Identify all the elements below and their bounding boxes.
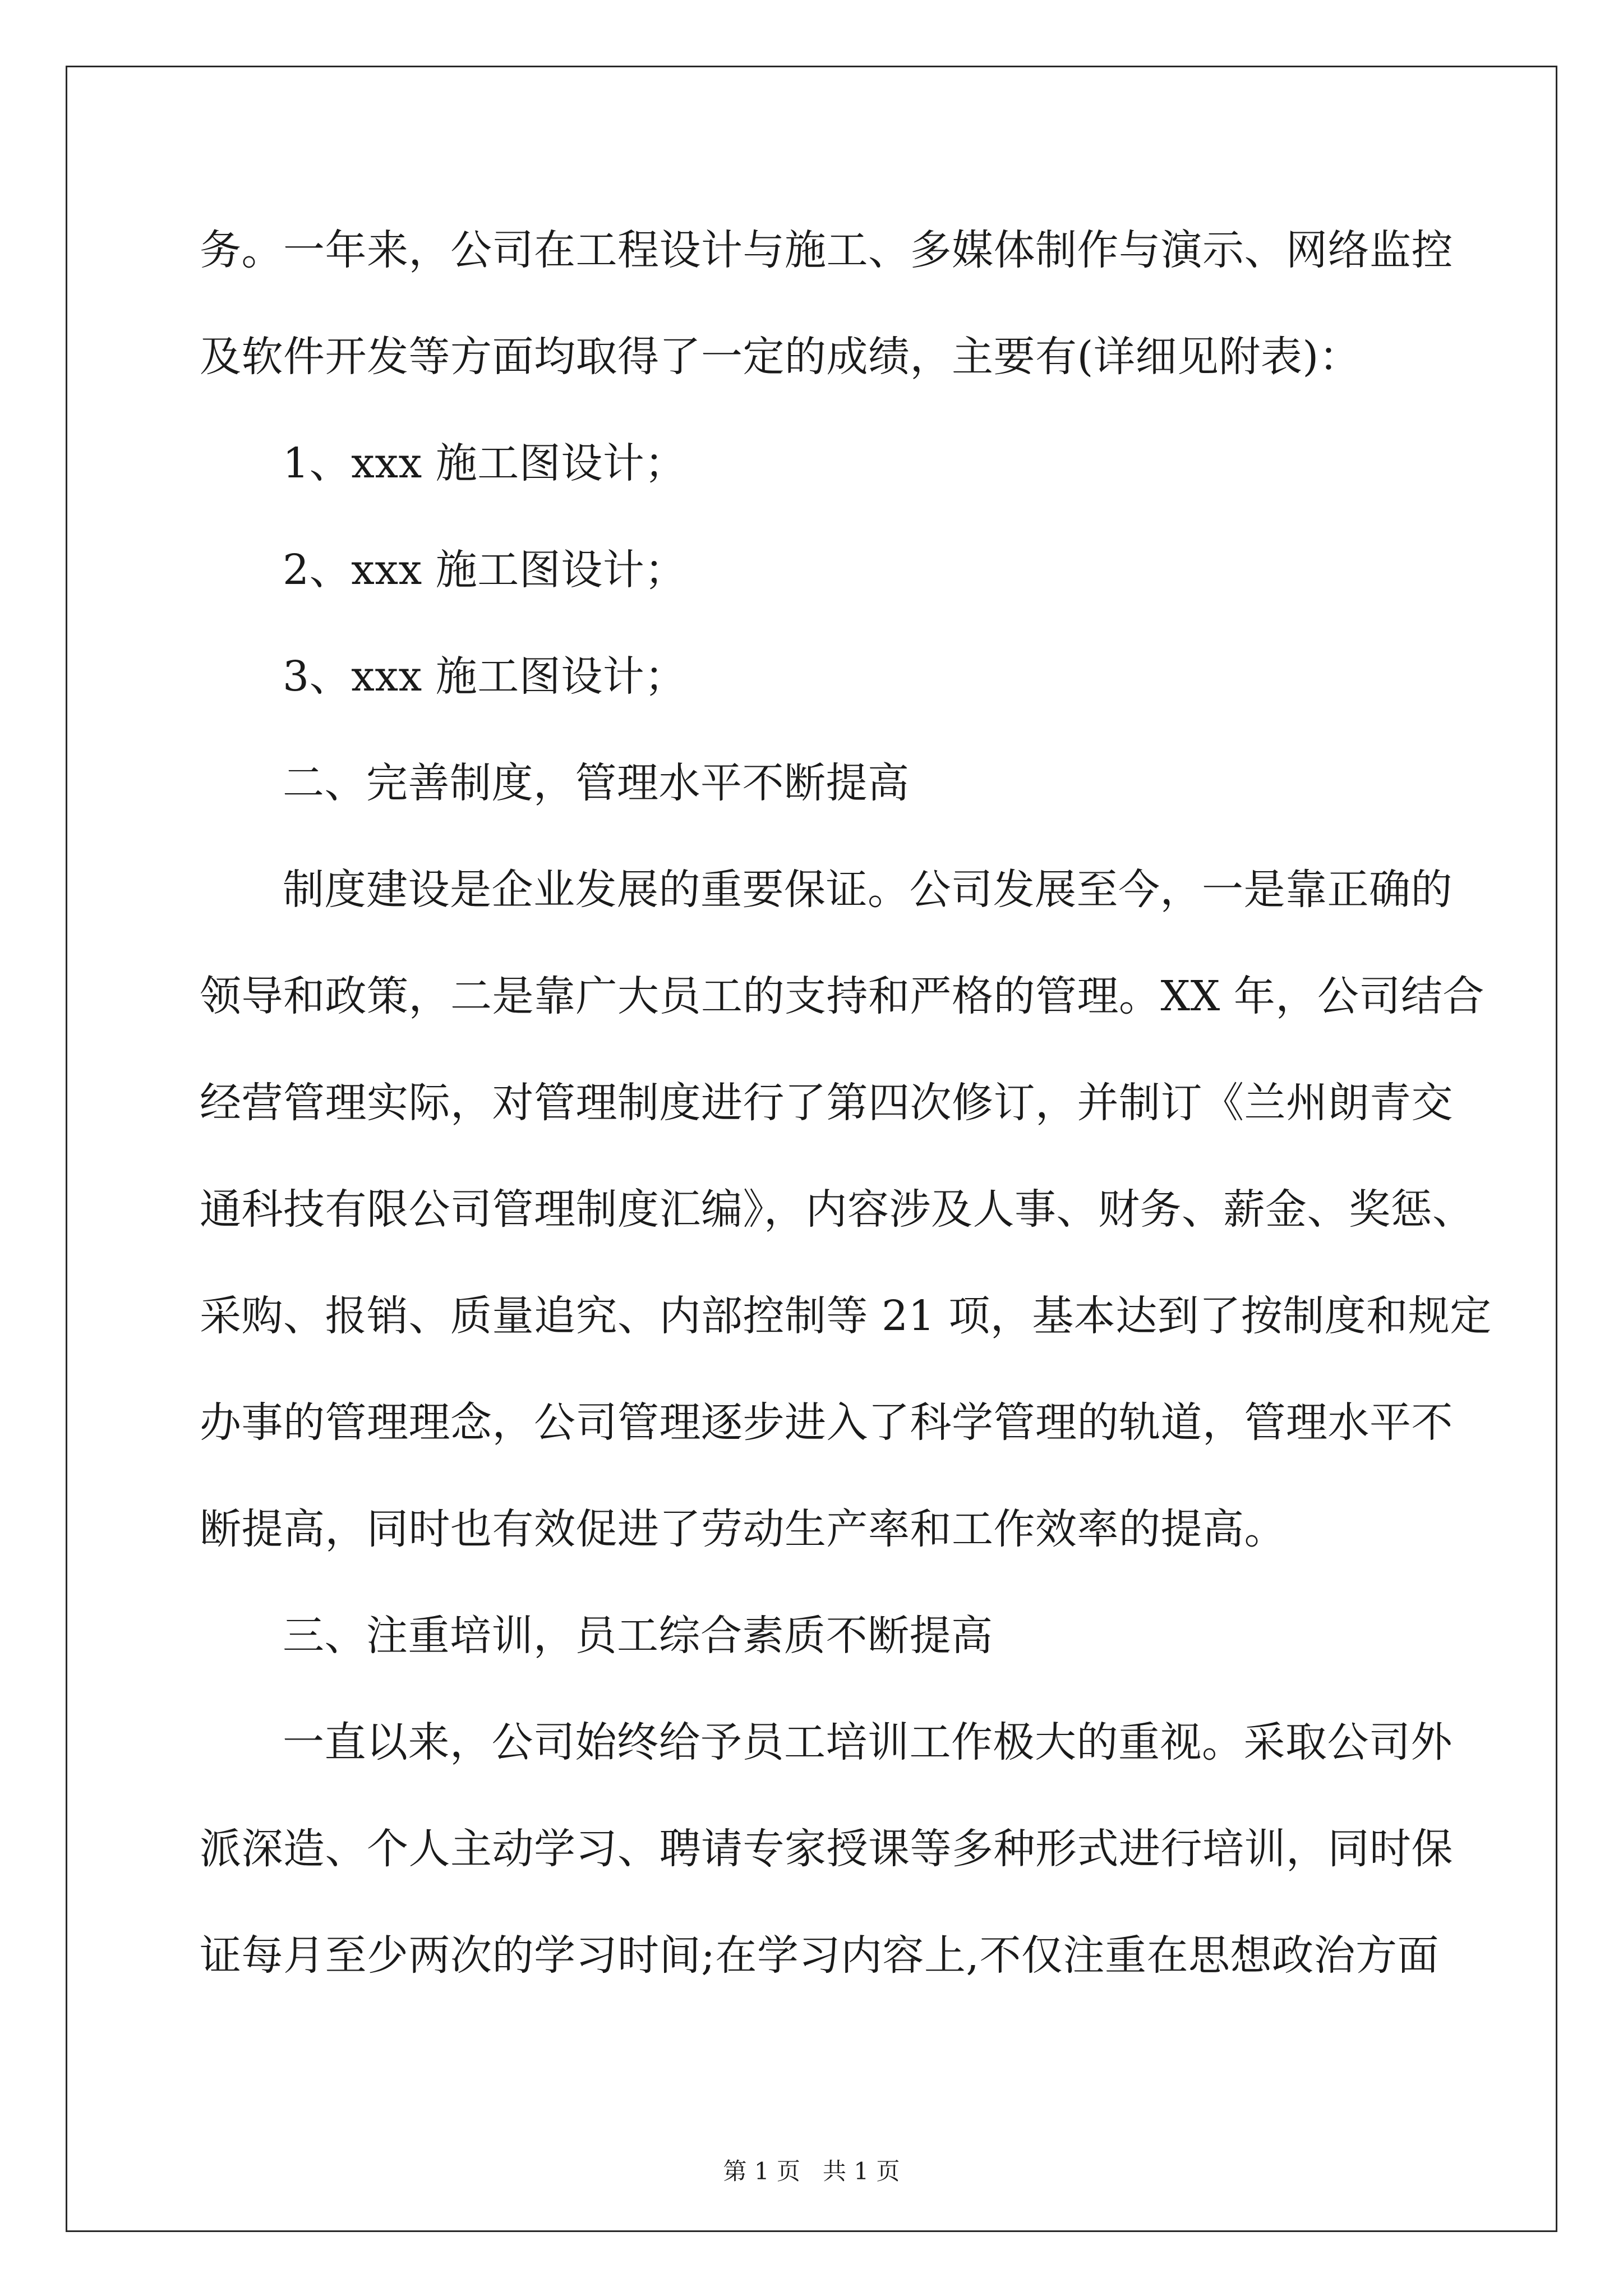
- text-line: 派深造、个人主动学习、聘请专家授课等多种形式进行培训，同时保: [200, 1825, 1453, 1873]
- document-body: [200, 219, 1492, 2031]
- text-line: 领导和政策，二是靠广大员工的支持和严格的管理。XX 年，公司结合: [200, 972, 1484, 1020]
- section-heading: 二、完善制度，管理水平不断提高: [283, 759, 910, 807]
- text-line: 采购、报销、质量追究、内部控制等 21 项，基本达到了按制度和规定: [200, 1292, 1492, 1340]
- page-footer: 第 1 页 共 1 页: [723, 2157, 900, 2185]
- list-item: 1、xxx 施工图设计；: [283, 439, 686, 487]
- text-line: 办事的管理理念，公司管理逐步进入了科学管理的轨道，管理水平不: [200, 1398, 1453, 1447]
- text-line: 证每月至少两次的学习时间;在学习内容上,不仅注重在思想政治方面: [200, 1931, 1439, 1980]
- text-line: 断提高，同时也有效促进了劳动生产率和工作效率的提高。: [200, 1505, 1286, 1553]
- list-item: 3、xxx 施工图设计；: [283, 652, 686, 701]
- text-line: 一直以来，公司始终给予员工培训工作极大的重视。采取公司外: [283, 1718, 1453, 1766]
- text-line: 通科技有限公司管理制度汇编》，内容涉及人事、财务、薪金、奖惩、: [200, 1185, 1474, 1234]
- text-line: 经营管理实际，对管理制度进行了第四次修订，并制订《兰州朗青交: [200, 1079, 1453, 1127]
- section-heading: 三、注重培训，员工综合素质不断提高: [283, 1612, 993, 1660]
- list-item: 2、xxx 施工图设计；: [283, 546, 686, 594]
- text-line: 制度建设是企业发展的重要保证。公司发展至今，一是靠正确的: [283, 866, 1453, 914]
- text-line: 及软件开发等方面均取得了一定的成绩，主要有(详细见附表)：: [200, 333, 1361, 381]
- text-line: 务。一年来，公司在工程设计与施工、多媒体制作与演示、网络监控: [200, 226, 1453, 274]
